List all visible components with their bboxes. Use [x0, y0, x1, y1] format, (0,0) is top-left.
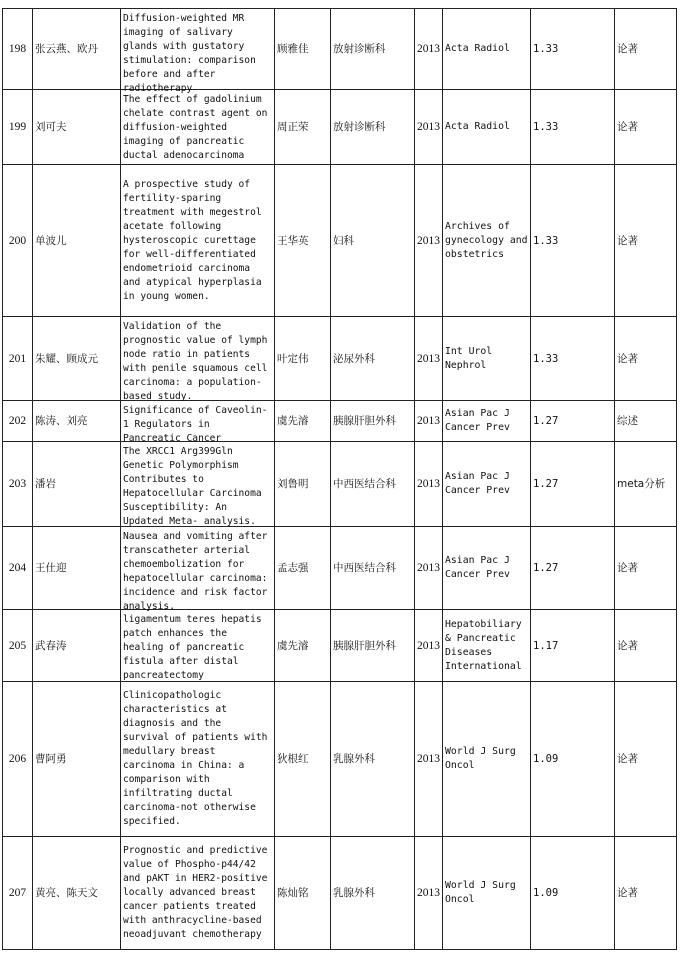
- title-text: A prospective study of fertility-sparing treatment with megestrol acetate following hysteroscopic curettage for well-differentiated endometrioid carcinoma and atypical hyperplasia in young women.: [123, 178, 262, 302]
- article-type-cell: 论著: [615, 317, 677, 401]
- journal-cell: Asian Pac J Cancer Prev: [443, 442, 531, 527]
- row-number: 200: [3, 165, 33, 317]
- title-text: Validation of the prognostic value of lymph node ratio in patients with penile squamous cell carcinoma: a population-based study.: [123, 321, 268, 402]
- department-cell: 中西医结合科: [331, 527, 415, 610]
- row-number: 206: [3, 682, 33, 837]
- table-body: [3, 9, 677, 950]
- authors-cell: 潘岩: [33, 442, 121, 527]
- title-text: Prognostic and predictive value of Phospho-p44/42 and pAKT in HER2-positive locally advanced breast cancer patients treated with anthracycline-based neoadjuvant chemotherapy: [123, 845, 268, 940]
- row-number: 201: [3, 317, 33, 401]
- department-cell: 中西医结合科: [331, 442, 415, 527]
- corresponding-author-cell: 孟志强: [275, 527, 331, 610]
- corresponding-author-cell: 顾雅佳: [275, 9, 331, 90]
- title-cell: [121, 837, 275, 950]
- impact-factor-cell: 1.09: [531, 837, 615, 950]
- title-cell: [121, 165, 275, 317]
- title-text: Significance of Caveolin-1 Regulators in Pancreatic Cancer: [123, 405, 268, 444]
- table-row: [3, 682, 677, 837]
- impact-factor-cell: 1.09: [531, 682, 615, 837]
- journal-cell: Archives of gynecology and obstetrics: [443, 165, 531, 317]
- journal-cell: Acta Radiol: [443, 9, 531, 90]
- journal-cell: Acta Radiol: [443, 90, 531, 165]
- impact-factor-cell: 1.33: [531, 90, 615, 165]
- table-row: [3, 442, 677, 527]
- publications-table: [2, 8, 677, 950]
- row-number: 202: [3, 401, 33, 442]
- year-cell: 2013: [415, 9, 443, 90]
- title-text: ligamentum teres hepatis patch enhances the healing of pancreatic fistula after distal pancreatectomy: [123, 614, 262, 681]
- article-type-cell: 论著: [615, 9, 677, 90]
- title-cell: [121, 401, 275, 442]
- article-type-cell: 论著: [615, 682, 677, 837]
- table-row: [3, 610, 677, 682]
- title-text: The XRCC1 Arg399Gln Genetic Polymorphism Contributes to Hepatocellular Carcinoma Susceptibility: An Updated Meta- analysis.: [123, 446, 262, 527]
- journal-cell: World J Surg Oncol: [443, 837, 531, 950]
- department-cell: 放射诊断科: [331, 9, 415, 90]
- year-cell: 2013: [415, 90, 443, 165]
- table-row: [3, 90, 677, 165]
- corresponding-author-cell: 狄根红: [275, 682, 331, 837]
- year-cell: 2013: [415, 442, 443, 527]
- corresponding-author-cell: 叶定伟: [275, 317, 331, 401]
- table-row: [3, 527, 677, 610]
- department-cell: 泌尿外科: [331, 317, 415, 401]
- article-type-cell: 综述: [615, 401, 677, 442]
- table-row: [3, 165, 677, 317]
- year-cell: 2013: [415, 682, 443, 837]
- authors-cell: 黄亮、陈天文: [33, 837, 121, 950]
- authors-cell: 陈涛、刘亮: [33, 401, 121, 442]
- article-type-cell: 论著: [615, 527, 677, 610]
- year-cell: 2013: [415, 610, 443, 682]
- year-cell: 2013: [415, 317, 443, 401]
- row-number: 199: [3, 90, 33, 165]
- row-number: 207: [3, 837, 33, 950]
- impact-factor-cell: 1.27: [531, 527, 615, 610]
- impact-factor-cell: 1.27: [531, 401, 615, 442]
- corresponding-author-cell: 王华英: [275, 165, 331, 317]
- title-text: Nausea and vomiting after transcatheter arterial chemoembolization for hepatocellular carcinoma: incidence and risk factor analysis.: [123, 531, 268, 612]
- authors-cell: 武春涛: [33, 610, 121, 682]
- title-cell: [121, 527, 275, 610]
- impact-factor-cell: 1.33: [531, 9, 615, 90]
- department-cell: 胰腺肝胆外科: [331, 401, 415, 442]
- table-row: [3, 837, 677, 950]
- article-type-cell: 论著: [615, 90, 677, 165]
- title-cell: [121, 610, 275, 682]
- row-number: 198: [3, 9, 33, 90]
- department-cell: 乳腺外科: [331, 682, 415, 837]
- authors-cell: 单波儿: [33, 165, 121, 317]
- article-type-cell: meta分析: [615, 442, 677, 527]
- table-row: [3, 9, 677, 90]
- article-type-cell: 论著: [615, 610, 677, 682]
- authors-cell: 张云燕、欧丹: [33, 9, 121, 90]
- title-text: Clinicopathologic characteristics at diagnosis and the survival of patients with medullary breast carcinoma in China: a comparison with infiltrating ductal carcinoma-not otherwise specified.: [123, 690, 268, 827]
- table-row: [3, 401, 677, 442]
- title-cell: [121, 442, 275, 527]
- authors-cell: 朱耀、顾成元: [33, 317, 121, 401]
- year-cell: 2013: [415, 165, 443, 317]
- department-cell: 放射诊断科: [331, 90, 415, 165]
- department-cell: 妇科: [331, 165, 415, 317]
- year-cell: 2013: [415, 837, 443, 950]
- title-text: The effect of gadolinium chelate contrast agent on diffusion-weighted imaging of pancreatic ductal adenocarcinoma: [123, 94, 268, 161]
- journal-cell: Asian Pac J Cancer Prev: [443, 401, 531, 442]
- journal-cell: Hepatobiliary & Pancreatic Diseases International: [443, 610, 531, 682]
- table-row: [3, 317, 677, 401]
- title-cell: [121, 682, 275, 837]
- journal-cell: Asian Pac J Cancer Prev: [443, 527, 531, 610]
- authors-cell: 王仕迎: [33, 527, 121, 610]
- row-number: 205: [3, 610, 33, 682]
- article-type-cell: 论著: [615, 165, 677, 317]
- title-cell: [121, 9, 275, 94]
- year-cell: 2013: [415, 401, 443, 442]
- year-cell: 2013: [415, 527, 443, 610]
- corresponding-author-cell: 虞先濬: [275, 610, 331, 682]
- title-cell: [121, 90, 275, 165]
- authors-cell: 曹阿勇: [33, 682, 121, 837]
- department-cell: 乳腺外科: [331, 837, 415, 950]
- impact-factor-cell: 1.33: [531, 317, 615, 401]
- impact-factor-cell: 1.17: [531, 610, 615, 682]
- impact-factor-cell: 1.33: [531, 165, 615, 317]
- corresponding-author-cell: 虞先濬: [275, 401, 331, 442]
- impact-factor-cell: 1.27: [531, 442, 615, 527]
- corresponding-author-cell: 周正荣: [275, 90, 331, 165]
- title-cell: [121, 317, 275, 401]
- journal-cell: World J Surg Oncol: [443, 682, 531, 837]
- row-number: 203: [3, 442, 33, 527]
- corresponding-author-cell: 刘鲁明: [275, 442, 331, 527]
- row-number: 204: [3, 527, 33, 610]
- title-text: Diffusion-weighted MR imaging of salivary glands with gustatory stimulation: comparison before and after radiotherapy: [123, 13, 256, 94]
- authors-cell: 刘可夫: [33, 90, 121, 165]
- journal-cell: Int Urol Nephrol: [443, 317, 531, 401]
- department-cell: 胰腺肝胆外科: [331, 610, 415, 682]
- article-type-cell: 论著: [615, 837, 677, 950]
- corresponding-author-cell: 陈灿铭: [275, 837, 331, 950]
